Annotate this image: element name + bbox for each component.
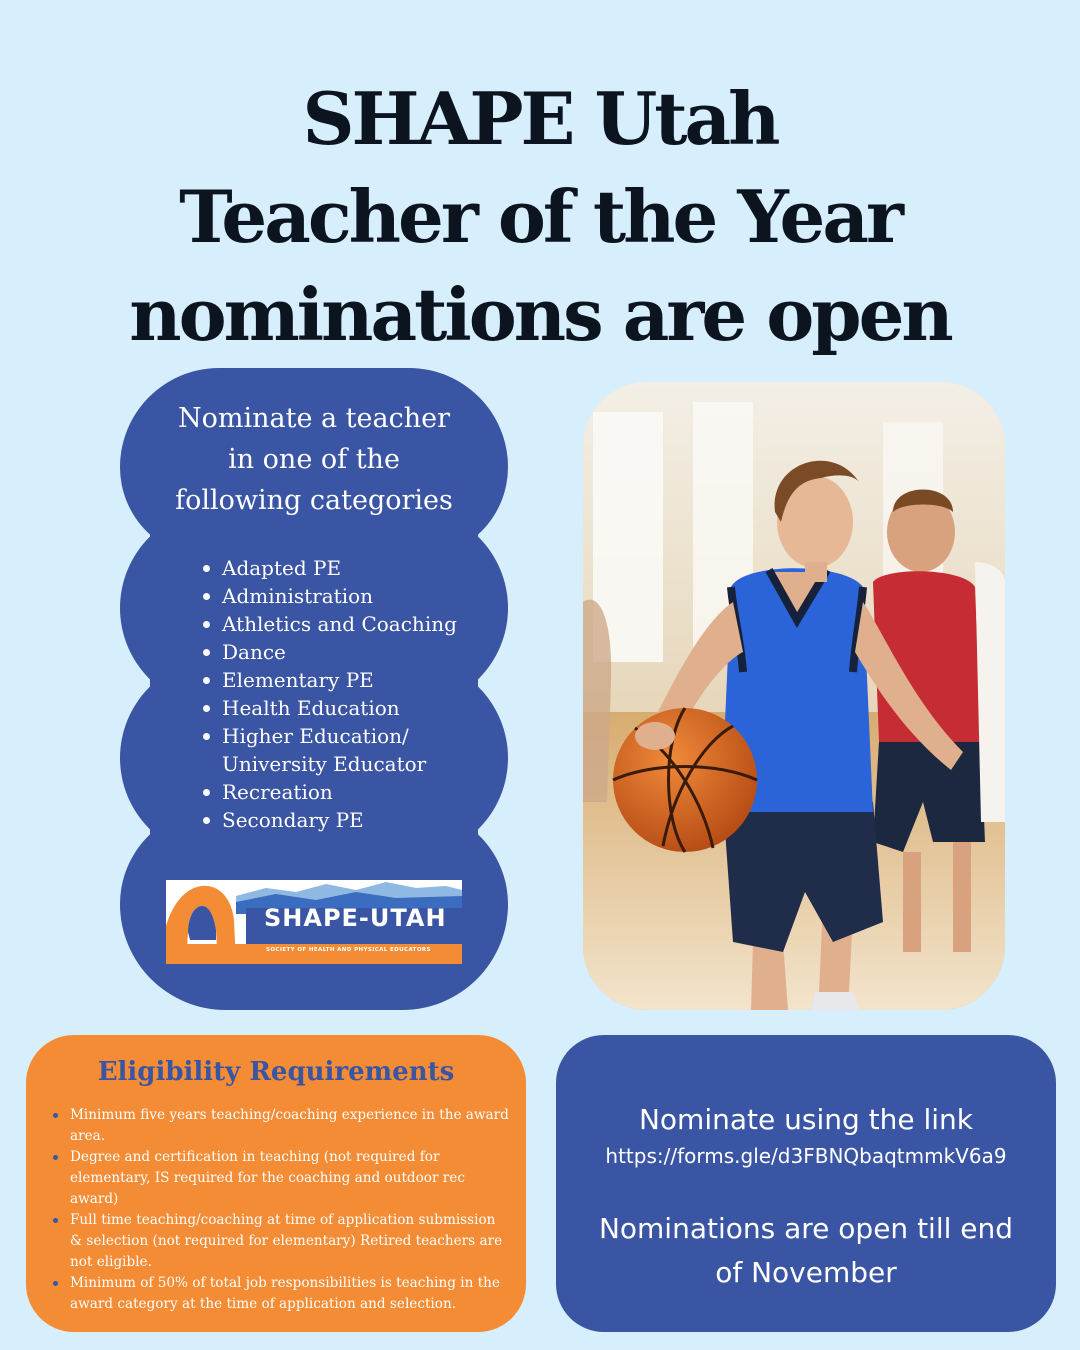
page-title: [0, 70, 1080, 364]
title-line-1: SHAPE Utah: [302, 76, 778, 161]
heading-line: Nominate a teacher: [177, 403, 451, 434]
category-item: Recreation: [202, 778, 457, 806]
category-item: Elementary PE: [202, 666, 457, 694]
category-item: Health Education: [202, 694, 457, 722]
heading-line: following categories: [175, 485, 453, 516]
eligibility-item: Full time teaching/coaching at time of application submission & selection (not required for elementary) Retired teachers are not eligible.: [52, 1210, 510, 1273]
nomination-link[interactable]: https://forms.gle/d3FBNQbaqtmmkV6a9: [605, 1144, 1007, 1168]
nominate-panel: [556, 1035, 1056, 1332]
category-list: [202, 554, 457, 834]
eligibility-item: Degree and certification in teaching (not required for elementary, IS required for the coaching and outdoor rec award): [52, 1147, 510, 1210]
category-item: Higher Education/ University Educator: [202, 722, 457, 778]
heading-line: in one of the: [228, 444, 400, 475]
eligibility-list: [52, 1105, 510, 1315]
title-line-2: Teacher of the Year: [179, 174, 901, 259]
title-line-3: nominations are open: [129, 272, 951, 357]
logo-subtitle: SOCIETY OF HEALTH AND PHYSICAL EDUCATORS: [266, 947, 431, 953]
category-item: Adapted PE: [202, 554, 457, 582]
nominate-heading: Nominate using the link: [638, 1103, 974, 1136]
shape-utah-logo: [166, 880, 462, 964]
categories-heading: [120, 398, 508, 521]
basketball-photo: [583, 382, 1005, 1010]
eligibility-item: Minimum five years teaching/coaching experience in the award area.: [52, 1105, 510, 1147]
eligibility-panel: [26, 1035, 526, 1332]
category-item: Secondary PE: [202, 806, 457, 834]
logo-name: SHAPE-UTAH: [264, 904, 447, 932]
boy-dribbling-basketball-photo: [583, 382, 1005, 1010]
nomination-deadline: Nominations are open till end of November: [598, 1212, 1014, 1289]
eligibility-item: Minimum of 50% of total job responsibilities is teaching in the award category at the time of application and selection.: [52, 1273, 510, 1315]
eligibility-title: Eligibility Requirements: [97, 1057, 455, 1087]
category-item: Athletics and Coaching: [202, 610, 457, 638]
category-item: Administration: [202, 582, 457, 610]
category-item: Dance: [202, 638, 457, 666]
